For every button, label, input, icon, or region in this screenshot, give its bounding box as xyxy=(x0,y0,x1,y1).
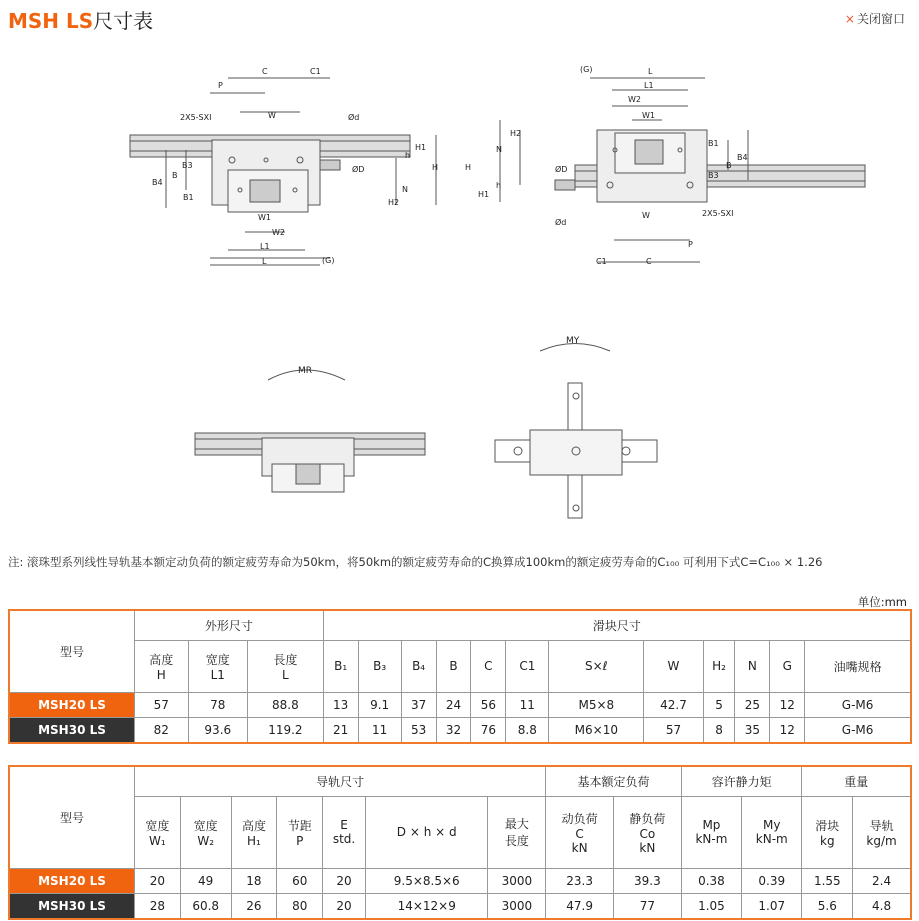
title-rest: 尺寸表 xyxy=(93,9,154,33)
table-cell: 0.38 xyxy=(681,868,741,893)
table-cell: 11 xyxy=(506,692,549,717)
dim-c1-right: C1 xyxy=(596,257,607,266)
table-cell: 39.3 xyxy=(614,868,682,893)
close-icon: × xyxy=(844,12,855,26)
column-header: 动负荷 C kN xyxy=(546,796,614,868)
table-cell: 42.7 xyxy=(644,692,703,717)
load-header: 基本额定负荷 xyxy=(546,766,682,796)
table-cell: 24 xyxy=(436,692,471,717)
table-cell: 57 xyxy=(135,692,189,717)
table-cell: 60.8 xyxy=(180,893,231,919)
my-label: MY xyxy=(566,336,580,346)
column-header: B₁ xyxy=(323,640,358,692)
dim-b3-right: B3 xyxy=(708,171,719,180)
table-cell: 37 xyxy=(401,692,436,717)
column-header: 宽度 L1 xyxy=(188,640,247,692)
dim-b3-left: B3 xyxy=(182,161,193,170)
dim-b-right: B xyxy=(726,161,732,170)
table-cell: G-M6 xyxy=(805,692,911,717)
table-cell: 5.6 xyxy=(802,893,853,919)
table-cell: 119.2 xyxy=(247,717,323,743)
column-header: 节距 P xyxy=(277,796,323,868)
title-brand: MSH LS xyxy=(8,9,94,33)
dim-l1-right: L1 xyxy=(644,81,654,90)
table-cell: 11 xyxy=(358,717,401,743)
table-row xyxy=(9,893,911,919)
table-cell: 14×12×9 xyxy=(365,893,488,919)
dim-b4-left: B4 xyxy=(152,178,163,187)
note-text: 注: 滚珠型系列线性导轨基本额定动负荷的额定疲劳寿命为50km，将50km的额定疲劳寿命的C换算成100km的额定疲劳寿命的C₁₀₀ 可利用下式C=C₁₀₀ × 1.26 xyxy=(8,555,823,569)
close-label: 关闭窗口 xyxy=(856,12,905,26)
dim-sxi-right: 2X5-SXI xyxy=(702,209,734,218)
table-cell: 1.05 xyxy=(681,893,741,919)
dim-w2-right: W2 xyxy=(628,95,641,104)
dim-hh-left: H xyxy=(432,163,439,172)
table-cell: 18 xyxy=(231,868,277,893)
dim-hh-right: H xyxy=(465,163,472,172)
column-header: B₄ xyxy=(401,640,436,692)
table-cell: 32 xyxy=(436,717,471,743)
column-header: H₂ xyxy=(703,640,735,692)
column-header: B₃ xyxy=(358,640,401,692)
dim-g-right: (G) xyxy=(580,65,593,74)
table-cell: 25 xyxy=(735,692,770,717)
mr-label: MR xyxy=(298,366,313,376)
column-header: B xyxy=(436,640,471,692)
table-cell: 9.1 xyxy=(358,692,401,717)
table-cell: 20 xyxy=(323,893,366,919)
table-cell: 53 xyxy=(401,717,436,743)
model-name: MSH20 LS xyxy=(9,692,135,717)
table-cell: 49 xyxy=(180,868,231,893)
table-cell: 9.5×8.5×6 xyxy=(365,868,488,893)
dim-b-left: B xyxy=(172,171,178,180)
table-cell: 56 xyxy=(471,692,506,717)
table-cell: 1.07 xyxy=(742,893,802,919)
table-cell: 57 xyxy=(644,717,703,743)
table-cell: 8.8 xyxy=(506,717,549,743)
table-cell: 78 xyxy=(188,692,247,717)
column-header: 宽度 W₁ xyxy=(135,796,181,868)
table-cell: 3000 xyxy=(488,893,546,919)
dim-h1-left: H1 xyxy=(415,143,427,152)
column-header: 静负荷 Co kN xyxy=(614,796,682,868)
dim-p-right: P xyxy=(688,240,693,249)
column-header: N xyxy=(735,640,770,692)
table-cell: 47.9 xyxy=(546,893,614,919)
table-cell: 88.8 xyxy=(247,692,323,717)
model-header: 型号 xyxy=(9,610,135,692)
table-cell: 76 xyxy=(471,717,506,743)
column-header: 高度 H xyxy=(135,640,189,692)
dim-w1-right: W1 xyxy=(642,111,655,120)
dim-b1-right: B1 xyxy=(708,139,719,148)
table-row xyxy=(9,868,911,893)
table-cell: M5×8 xyxy=(549,692,644,717)
table-cell: 80 xyxy=(277,893,323,919)
column-header: 滑块 kg xyxy=(802,796,853,868)
model-name: MSH30 LS xyxy=(9,717,135,743)
column-header: E std. xyxy=(323,796,366,868)
dim-b1-left: B1 xyxy=(183,193,194,202)
column-header: Mp kN-m xyxy=(681,796,741,868)
dim-c-left: C xyxy=(262,67,268,76)
table-cell: 82 xyxy=(135,717,189,743)
column-header: 最大 長度 xyxy=(488,796,546,868)
table-cell: 35 xyxy=(735,717,770,743)
dim-l-right: L xyxy=(648,67,653,76)
weight-header: 重量 xyxy=(802,766,911,796)
column-header: C1 xyxy=(506,640,549,692)
close-window-link[interactable] xyxy=(845,10,905,27)
dim-n-left: N xyxy=(402,185,408,194)
dim-p-left: P xyxy=(218,81,223,90)
dim-sxi-left: 2X5-SXI xyxy=(180,113,212,122)
table-cell: 5 xyxy=(703,692,735,717)
table-cell: 3000 xyxy=(488,868,546,893)
table-cell: 4.8 xyxy=(853,893,911,919)
page-title xyxy=(8,5,153,34)
block-dim-header: 滑块尺寸 xyxy=(323,610,911,640)
dim-h2-right: H2 xyxy=(510,129,522,138)
dim-h-right: h xyxy=(496,181,502,190)
table-cell: 60 xyxy=(277,868,323,893)
rail-load-table xyxy=(8,765,912,920)
outer-dim-header: 外形尺寸 xyxy=(135,610,324,640)
column-header: 油嘴规格 xyxy=(805,640,911,692)
dim-l-left: L xyxy=(262,257,267,266)
dimension-drawings xyxy=(0,40,919,550)
dim-h-left: h xyxy=(405,151,411,160)
table-cell: 20 xyxy=(323,868,366,893)
column-header: My kN-m xyxy=(742,796,802,868)
table-cell: 20 xyxy=(135,868,181,893)
dim-dd-right: ØD xyxy=(555,165,568,174)
dim-b4-right: B4 xyxy=(737,153,748,162)
block-dimension-table xyxy=(8,609,912,744)
rail-dim-header: 导轨尺寸 xyxy=(135,766,546,796)
model-name: MSH20 LS xyxy=(9,868,135,893)
table-cell: 0.39 xyxy=(742,868,802,893)
dim-c-right: C xyxy=(646,257,652,266)
dim-n-right: N xyxy=(496,145,502,154)
dim-w2-left: W2 xyxy=(272,228,285,237)
table-cell: 23.3 xyxy=(546,868,614,893)
table-cell: 2.4 xyxy=(853,868,911,893)
column-header: 宽度 W₂ xyxy=(180,796,231,868)
table-cell: 12 xyxy=(770,717,805,743)
column-header: 导轨 kg/m xyxy=(853,796,911,868)
dim-g-left: (G) xyxy=(322,256,335,265)
dim-w1-left: W1 xyxy=(258,213,271,222)
table-cell: G-M6 xyxy=(805,717,911,743)
table-cell: 12 xyxy=(770,692,805,717)
table-cell: 28 xyxy=(135,893,181,919)
table-cell: 8 xyxy=(703,717,735,743)
dim-l1-left: L1 xyxy=(260,242,270,251)
dim-h2-left: H2 xyxy=(388,198,400,207)
dim-h1-right: H1 xyxy=(478,190,490,199)
column-header: S×ℓ xyxy=(549,640,644,692)
table-cell: 77 xyxy=(614,893,682,919)
table-row xyxy=(9,717,911,743)
dim-w-left: W xyxy=(268,111,276,120)
dim-w-right: W xyxy=(642,211,650,220)
table-cell: 21 xyxy=(323,717,358,743)
column-header: C xyxy=(471,640,506,692)
column-header: W xyxy=(644,640,703,692)
column-header: 長度 L xyxy=(247,640,323,692)
model-name: MSH30 LS xyxy=(9,893,135,919)
column-header: G xyxy=(770,640,805,692)
table-cell: 13 xyxy=(323,692,358,717)
model-header-2: 型号 xyxy=(9,766,135,868)
dim-dd-left: ØD xyxy=(352,165,365,174)
dim-d-right: Ød xyxy=(555,218,567,227)
dim-c1-left: C1 xyxy=(310,67,321,76)
table-cell: 1.55 xyxy=(802,868,853,893)
table-cell: 26 xyxy=(231,893,277,919)
column-header: D × h × d xyxy=(365,796,488,868)
dim-d-left: Ød xyxy=(348,113,360,122)
table-row xyxy=(9,692,911,717)
table-cell: 93.6 xyxy=(188,717,247,743)
column-header: 高度 H₁ xyxy=(231,796,277,868)
moment-header: 容许静力矩 xyxy=(681,766,802,796)
unit-label: 单位:mm xyxy=(857,595,907,609)
table-cell: M6×10 xyxy=(549,717,644,743)
